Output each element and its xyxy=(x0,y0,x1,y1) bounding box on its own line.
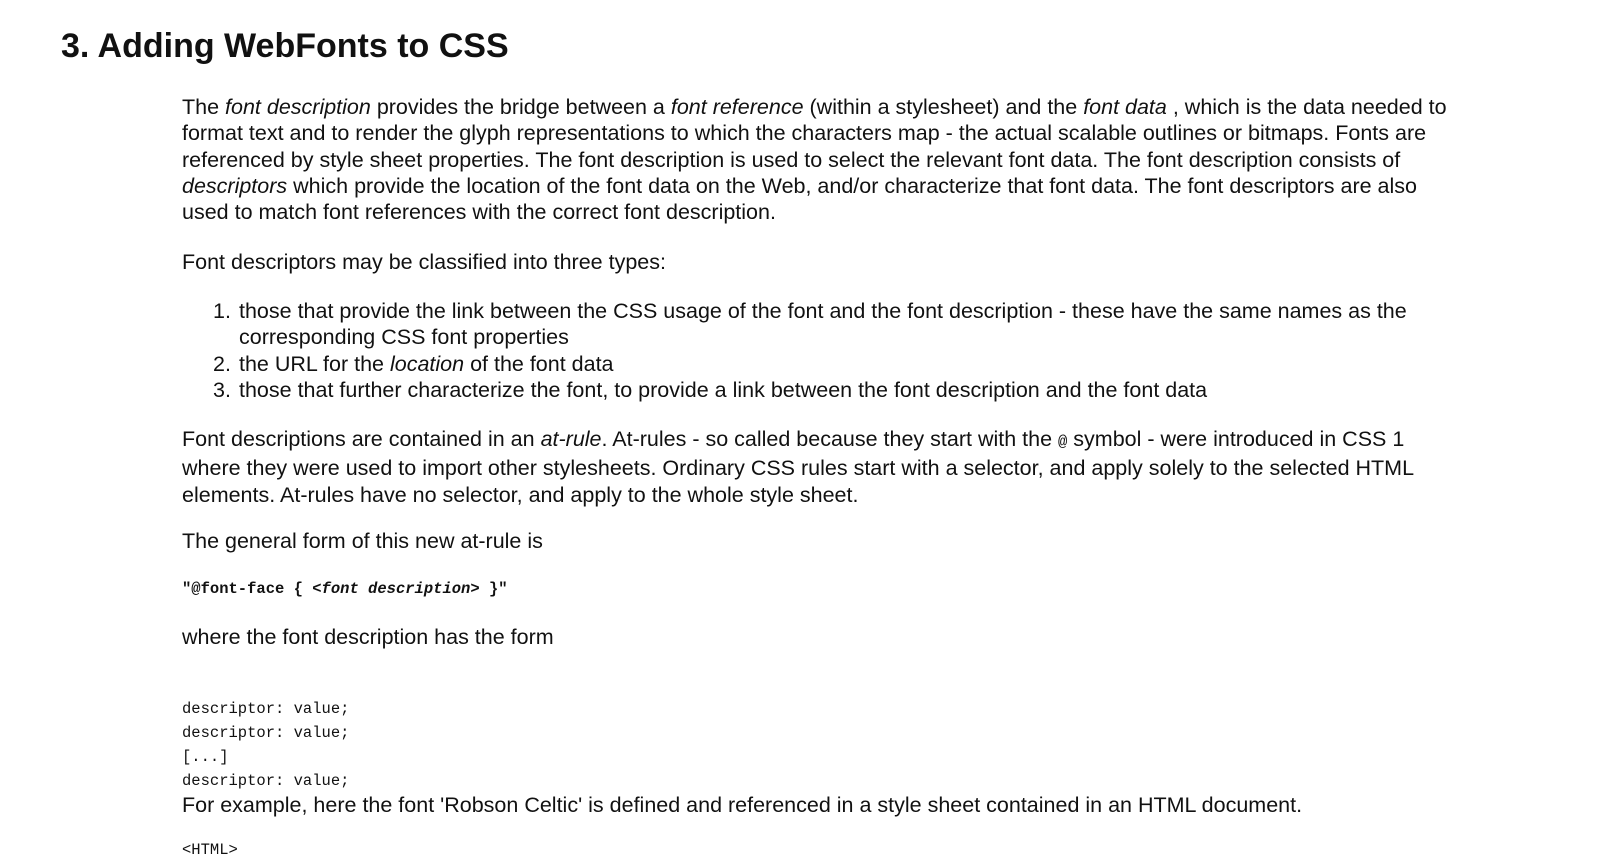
text-segment: Font descriptions are contained in an xyxy=(182,427,541,451)
paragraph-font-description xyxy=(182,94,1447,225)
text-line xyxy=(182,94,1447,120)
paragraph-description-form xyxy=(182,624,554,650)
text-segment: which provide the location of the font data on the Web, and/or characterize that font data. The font descriptors are also xyxy=(287,173,1417,198)
text-line xyxy=(182,147,1447,173)
text-segment: The general form of this new at-rule is xyxy=(182,529,543,553)
text-line xyxy=(239,324,1407,350)
text-segment: those that further characterize the font, to provide a link between the font description and the font data xyxy=(239,377,1208,402)
code-line: [...] xyxy=(182,748,229,766)
text-line xyxy=(239,351,614,377)
text-line xyxy=(182,528,543,554)
code-font-face xyxy=(182,577,508,601)
paragraph-at-rule xyxy=(182,426,1414,508)
code-pre: "@font-face { xyxy=(182,580,313,598)
text-line xyxy=(182,455,1414,481)
text-segment: elements. At-rules have no selector, and apply to the whole style sheet. xyxy=(182,482,859,507)
text-line xyxy=(239,377,1207,403)
text-segment: those that provide the link between the CSS usage of the font and the font description - these have the same names as the xyxy=(239,299,1407,323)
code-line: descriptor: value; xyxy=(182,700,350,718)
text-segment: , which is the data needed to xyxy=(1166,95,1447,119)
emphasized-text: at-rule xyxy=(540,427,602,451)
emphasized-text: descriptors xyxy=(182,173,288,198)
text-segment: provides the bridge between a xyxy=(370,95,671,119)
paragraph-descriptor-types xyxy=(182,249,666,275)
code-example-start: <HTML> xyxy=(182,841,238,859)
text-segment: used to match font references with the correct font description. xyxy=(182,200,776,225)
list-number: 2. xyxy=(213,351,231,376)
text-segment: where the font description has the form xyxy=(182,625,554,649)
text-line xyxy=(182,792,1302,818)
paragraph-general-form xyxy=(182,528,543,554)
text-line xyxy=(239,298,1407,324)
code-post: }" xyxy=(479,580,508,598)
code-descriptor-form xyxy=(182,673,349,793)
emphasized-text: location xyxy=(389,351,465,376)
text-segment: For example, here the font 'Robson Celtic' is defined and referenced in a style sheet contained in an HTML document. xyxy=(182,793,1303,817)
emphasized-text: font reference xyxy=(670,95,804,119)
text-segment: The xyxy=(182,95,226,119)
text-line xyxy=(182,482,1414,508)
text-segment: . At-rules - so called because they start with the xyxy=(601,427,1059,451)
text-segment: the URL for the xyxy=(239,351,390,376)
section-heading: 3. Adding WebFonts to CSS xyxy=(61,27,509,65)
text-segment: symbol - were introduced in CSS 1 xyxy=(1067,427,1405,451)
list-item-text xyxy=(239,377,1207,403)
emphasized-text: font description xyxy=(225,95,371,119)
code-line: descriptor: value; xyxy=(182,724,350,742)
list-number: 1. xyxy=(213,299,231,323)
list-item xyxy=(213,351,1407,377)
text-segment: of the font data xyxy=(464,351,614,376)
text-line xyxy=(182,249,666,275)
text-line xyxy=(182,120,1447,146)
list-item xyxy=(213,377,1407,403)
text-line xyxy=(182,426,1414,455)
text-segment: corresponding CSS font properties xyxy=(239,325,569,350)
text-line xyxy=(182,624,554,650)
emphasized-text: font data xyxy=(1083,95,1167,119)
text-line xyxy=(182,199,1447,225)
list-item-text xyxy=(239,298,1407,351)
descriptor-types-list xyxy=(213,298,1407,403)
text-segment: referenced by style sheet properties. The font description is used to select the relevant font data. The font description consists of xyxy=(182,147,1401,172)
text-segment: where they were used to import other stylesheets. Ordinary CSS rules start with a selector, and apply solely to the selected HTML xyxy=(182,456,1415,481)
list-item-text xyxy=(239,351,614,377)
list-item xyxy=(213,298,1407,351)
list-number: 3. xyxy=(213,377,231,402)
text-segment: @ xyxy=(1058,433,1068,451)
text-segment: format text and to render the glyph representations to which the characters map - the actual scalable outlines or bitmaps. Fonts are xyxy=(182,121,1427,146)
text-segment: (within a stylesheet) and the xyxy=(803,95,1084,119)
code-line: descriptor: value; xyxy=(182,772,350,790)
text-line xyxy=(182,173,1447,199)
text-segment: Font descriptors may be classified into three types: xyxy=(182,250,666,274)
code-italic: <font description> xyxy=(312,580,480,598)
paragraph-example xyxy=(182,792,1302,818)
